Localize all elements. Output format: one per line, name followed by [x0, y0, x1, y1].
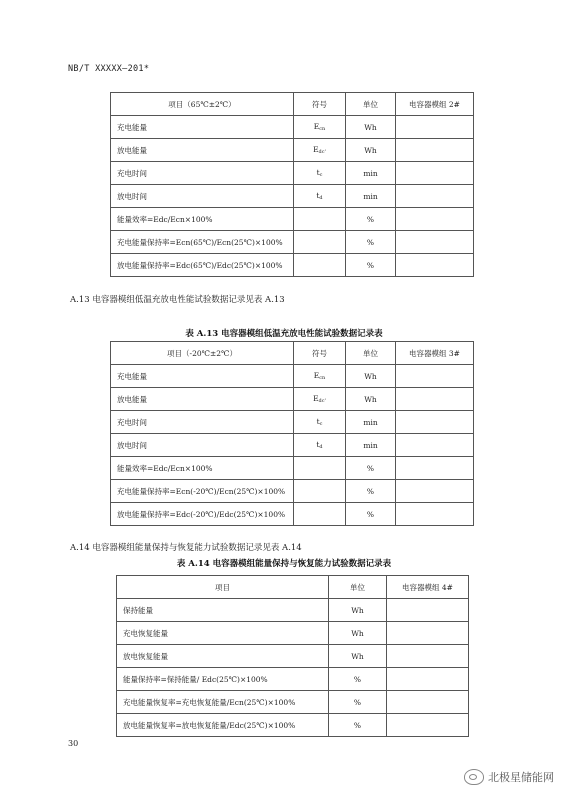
row-symbol: $E_{cn}$ — [294, 365, 346, 388]
table-row — [111, 388, 474, 411]
header-unit: 单位 — [329, 576, 387, 599]
header-unit: 单位 — [346, 93, 396, 116]
row-symbol: $t_c$ — [294, 162, 346, 185]
row-unit: Wh — [346, 116, 396, 139]
row-unit: % — [329, 691, 387, 714]
standard-code: NB/T XXXXX—201* — [68, 64, 150, 74]
row-value-cell[interactable] — [396, 254, 474, 277]
row-value-cell[interactable] — [396, 434, 474, 457]
table-row — [117, 645, 469, 668]
row-item: 放电能量恢复率=放电恢复能量/Edc(25℃)×100% — [117, 714, 329, 737]
table-header-row — [117, 576, 469, 599]
row-unit: Wh — [329, 622, 387, 645]
row-item: 能量保持率=保持能量/ Edc(25℃)×100% — [117, 668, 329, 691]
row-value-cell[interactable] — [396, 388, 474, 411]
watermark-text: 北极星储能网 — [488, 771, 554, 784]
row-item: 充电能量 — [111, 116, 294, 139]
row-item: 放电时间 — [111, 185, 294, 208]
row-item: 充电能量保持率=Ecn(-20℃)/Ecn(25℃)×100% — [111, 480, 294, 503]
table-row — [117, 691, 469, 714]
row-value-cell[interactable] — [396, 162, 474, 185]
wechat-logo-icon — [464, 769, 484, 785]
table-a12 — [110, 92, 474, 277]
table-row — [111, 162, 474, 185]
row-symbol — [294, 208, 346, 231]
row-unit: Wh — [346, 365, 396, 388]
table-row — [111, 480, 474, 503]
row-unit: % — [329, 714, 387, 737]
table-a14-title: 表 A.14 电容器模组能量保持与恢复能力试验数据记录表 — [176, 559, 392, 569]
row-unit: min — [346, 185, 396, 208]
page-number: 30 — [68, 739, 79, 748]
row-unit: % — [346, 231, 396, 254]
row-value-cell[interactable] — [396, 116, 474, 139]
table-row — [117, 714, 469, 737]
row-symbol — [294, 503, 346, 526]
row-value-cell[interactable] — [387, 714, 469, 737]
row-unit: Wh — [329, 599, 387, 622]
table-row — [111, 503, 474, 526]
header-module: 电容器模组 3# — [396, 342, 474, 365]
row-value-cell[interactable] — [387, 622, 469, 645]
row-item: 放电能量保持率=Edc(-20℃)/Edc(25℃)×100% — [111, 503, 294, 526]
row-symbol: $E_{dc'}$ — [294, 139, 346, 162]
row-unit: % — [329, 668, 387, 691]
table-row — [111, 208, 474, 231]
row-symbol — [294, 480, 346, 503]
table-row — [111, 185, 474, 208]
row-item: 充电恢复能量 — [117, 622, 329, 645]
table-row — [111, 116, 474, 139]
table-row — [111, 231, 474, 254]
table-header-row — [111, 93, 474, 116]
row-symbol — [294, 231, 346, 254]
row-item: 放电能量 — [111, 139, 294, 162]
row-unit: % — [346, 480, 396, 503]
table-header-row — [111, 342, 474, 365]
row-symbol: $t_d$ — [294, 185, 346, 208]
table-a13 — [110, 341, 474, 526]
header-unit: 单位 — [346, 342, 396, 365]
header-module: 电容器模组 2# — [396, 93, 474, 116]
table-a14 — [116, 575, 469, 737]
row-unit: % — [346, 208, 396, 231]
header-symbol: 符号 — [294, 342, 346, 365]
row-value-cell[interactable] — [396, 480, 474, 503]
row-value-cell[interactable] — [396, 231, 474, 254]
table-row — [111, 365, 474, 388]
row-item: 放电能量 — [111, 388, 294, 411]
table-row — [111, 139, 474, 162]
row-value-cell[interactable] — [396, 185, 474, 208]
row-unit: % — [346, 503, 396, 526]
row-item: 放电时间 — [111, 434, 294, 457]
row-unit: % — [346, 457, 396, 480]
section-a14-text: A.14 电容器模组能量保持与恢复能力试验数据记录见表 A.14 — [70, 543, 302, 553]
row-value-cell[interactable] — [387, 691, 469, 714]
table-row — [111, 457, 474, 480]
row-symbol — [294, 457, 346, 480]
row-unit: Wh — [329, 645, 387, 668]
row-unit: min — [346, 162, 396, 185]
row-value-cell[interactable] — [396, 503, 474, 526]
header-item: 项目（-20℃±2℃） — [111, 342, 294, 365]
header-symbol: 符号 — [294, 93, 346, 116]
row-item: 放电恢复能量 — [117, 645, 329, 668]
row-value-cell[interactable] — [396, 457, 474, 480]
row-item: 充电时间 — [111, 162, 294, 185]
table-a13-title: 表 A.13 电容器模组低温充放电性能试验数据记录表 — [185, 329, 383, 339]
row-symbol: $E_{cn}$ — [294, 116, 346, 139]
row-symbol: $t_d$ — [294, 434, 346, 457]
row-item: 保持能量 — [117, 599, 329, 622]
row-symbol: $E_{dc'}$ — [294, 388, 346, 411]
row-symbol — [294, 254, 346, 277]
row-item: 充电能量恢复率=充电恢复能量/Ecn(25℃)×100% — [117, 691, 329, 714]
row-value-cell[interactable] — [387, 599, 469, 622]
table-row — [111, 254, 474, 277]
row-item: 充电时间 — [111, 411, 294, 434]
row-item: 能量效率=Edc/Ecn×100% — [111, 457, 294, 480]
row-item: 充电能量保持率=Ecn(65℃)/Ecn(25℃)×100% — [111, 231, 294, 254]
table-row — [111, 411, 474, 434]
row-symbol: $t_c$ — [294, 411, 346, 434]
table-row — [117, 599, 469, 622]
table-row — [117, 622, 469, 645]
row-unit: min — [346, 411, 396, 434]
row-value-cell[interactable] — [396, 139, 474, 162]
section-a13-text: A.13 电容器模组低温充放电性能试验数据记录见表 A.13 — [70, 295, 285, 305]
table-row — [117, 668, 469, 691]
row-value-cell[interactable] — [387, 645, 469, 668]
header-item: 项目（65℃±2℃） — [111, 93, 294, 116]
watermark — [464, 769, 554, 785]
row-unit: min — [346, 434, 396, 457]
header-module: 电容器模组 4# — [387, 576, 469, 599]
row-unit: % — [346, 254, 396, 277]
row-unit: Wh — [346, 139, 396, 162]
row-value-cell[interactable] — [396, 208, 474, 231]
row-value-cell[interactable] — [396, 365, 474, 388]
row-item: 充电能量 — [111, 365, 294, 388]
row-item: 放电能量保持率=Edc(65℃)/Edc(25℃)×100% — [111, 254, 294, 277]
row-unit: Wh — [346, 388, 396, 411]
header-item: 项目 — [117, 576, 329, 599]
table-row — [111, 434, 474, 457]
row-item: 能量效率=Edc/Ecn×100% — [111, 208, 294, 231]
row-value-cell[interactable] — [396, 411, 474, 434]
row-value-cell[interactable] — [387, 668, 469, 691]
